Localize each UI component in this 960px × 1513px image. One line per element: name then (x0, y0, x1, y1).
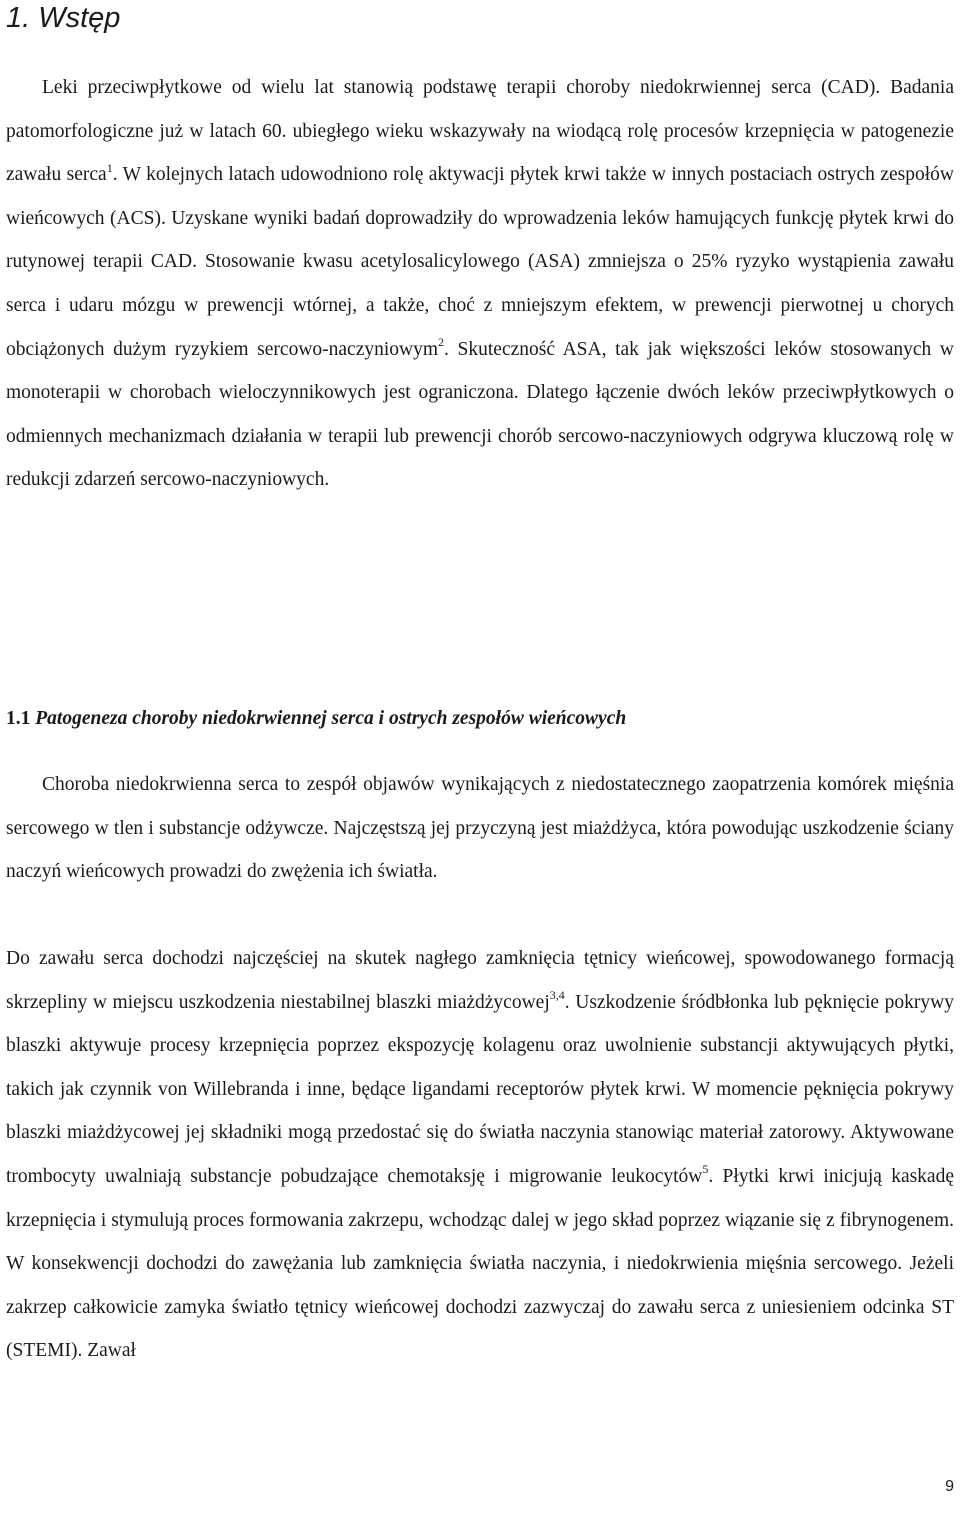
para3-text-3: . Płytki krwi inicjują kaskadę krzepnięcia i stymulują proces formowania zakrzepu, wchodząc dalej w jego skład poprzez wiązanie się z fibrynogenem. W konsekwencji dochodzi do zawężania lub zamknięcia światła naczynia, i niedokrwienia mięśnia sercowego. Jeżeli zakrzep całkowicie zamyka światło tętnicy wieńcowej dochodzi zazwyczaj do zawału serca z uniesieniem odcinka ST (STEMI). Zawał (6, 1165, 954, 1362)
chapter-heading: 1. Wstęp (6, 2, 121, 34)
intro-text-3: . Skuteczność ASA, tak jak większości leków stosowanych w monoterapii w chorobach wieloczynnikowych jest ograniczona. Dlatego łączenie dwóch leków przeciwpłytkowych o odmiennych mechanizmach działania w terapii lub prewencji chorób sercowo-naczyniowych odgrywa kluczową rolę w redukcji zdarzeń sercowo-naczyniowych. (6, 338, 954, 491)
pathogenesis-paragraph-1: Choroba niedokrwienna serca to zespół objawów wynikających z niedostatecznego zaopatrzenia komórek mięśnia sercowego w tlen i substancje odżywcze. Najczęstszą jej przyczyną jest miażdżyca, która powodując uszkodzenie ściany naczyń wieńcowych prowadzi do zwężenia ich światła. (6, 774, 954, 883)
para3-text-1: Do zawału serca dochodzi najczęściej na skutek nagłego zamknięcia tętnicy wieńcowej, spowodowanego formacją skrzepliny w miejscu uszkodzenia niestabilnej blaszki miażdżycowej (6, 948, 954, 1013)
para3-text-2: . Uszkodzenie śródbłonka lub pęknięcie pokrywy blaszki aktywuje procesy krzepnięcia poprzez ekspozycję kolagenu oraz uwolnienie substancji aktywujących płytki, takich jak czynnik von Willebranda i inne, będące ligandami receptorów płytek krwi. W momencie pęknięcia pokrywy blaszki miażdżycowej jej składniki mogą przedostać się do światła naczynia stanowiąc materiał zatorowy. Aktywowane trombocyty uwalniają substancje pobudzające chemotaksję i migrowanie leukocytów (6, 991, 954, 1187)
section-title: Patogeneza choroby niedokrwiennej serca i ostrych zespołów wieńcowych (35, 708, 627, 729)
page-number: 9 (945, 1478, 954, 1495)
pathogenesis-paragraph-2 (6, 937, 954, 1373)
citation-5: 5 (702, 1162, 709, 1177)
section-number: 1.1 (6, 708, 31, 729)
intro-text-1: Leki przeciwpłytkowe od wielu lat stanowią podstawę terapii choroby niedokrwiennej serca (CAD). Badania patomorfologiczne już w latach 60. ubiegłego wieku wskazywały na wiodącą rolę procesów krzepnięcia w patogenezie zawału serca (6, 77, 954, 186)
citation-1: 1 (106, 160, 113, 175)
citation-3-4: 3,4 (549, 988, 565, 1003)
section-heading (6, 702, 626, 736)
intro-paragraph (6, 66, 954, 502)
intro-text-2: . W kolejnych latach udowodniono rolę aktywacji płytek krwi także w innych postaciach ostrych zespołów wieńcowych (ACS). Uzyskane wyniki badań doprowadziły do wprowadzenia leków hamujących funkcję płytek krwi do rutynowej terapii CAD. Stosowanie kwasu acetylosalicylowego (ASA) zmniejsza o 25% ryzyko wystąpienia zawału serca i udaru mózgu w prewencji wtórnej, a także, choć z mniejszym efektem, w prewencji pierwotnej u chorych obciążonych dużym ryzykiem sercowo-naczyniowym (6, 164, 954, 360)
citation-2: 2 (438, 335, 445, 350)
